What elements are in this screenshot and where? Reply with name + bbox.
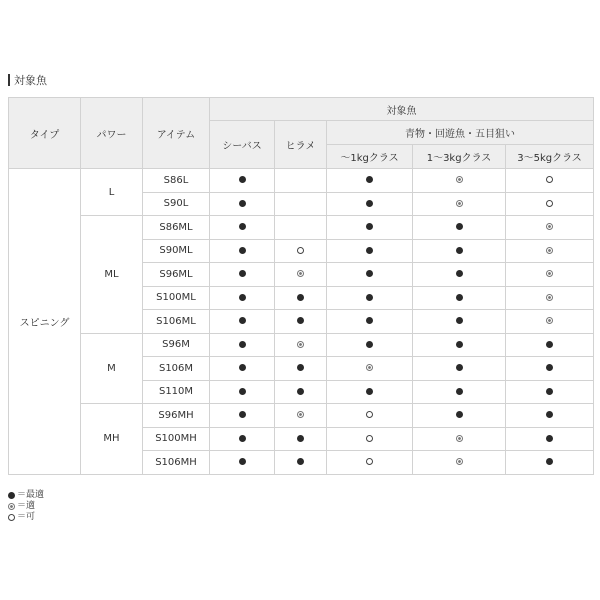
rating-cell bbox=[506, 451, 594, 475]
rating-cell bbox=[413, 310, 506, 334]
filled-circle-icon bbox=[239, 176, 246, 183]
header-type: タイプ bbox=[9, 98, 81, 169]
double-circle-icon bbox=[546, 247, 553, 254]
filled-circle-icon bbox=[546, 411, 553, 418]
rating-cell bbox=[275, 357, 327, 381]
filled-circle-icon bbox=[297, 388, 304, 395]
rating-cell bbox=[327, 239, 413, 263]
rating-cell bbox=[275, 451, 327, 475]
rating-cell bbox=[506, 286, 594, 310]
header-target: 対象魚 bbox=[210, 98, 594, 121]
header-power: パワー bbox=[81, 98, 143, 169]
item-cell: S86ML bbox=[143, 216, 210, 240]
header-bluefish-group: 青物・回遊魚・五目狙い bbox=[327, 121, 594, 145]
filled-circle-icon bbox=[366, 247, 373, 254]
filled-circle-icon bbox=[8, 492, 15, 499]
rating-cell bbox=[275, 169, 327, 193]
rating-cell bbox=[413, 427, 506, 451]
rating-cell bbox=[210, 216, 275, 240]
rating-cell bbox=[506, 380, 594, 404]
rating-cell bbox=[506, 216, 594, 240]
header-class-1: 〜1kgクラス bbox=[327, 145, 413, 169]
rating-cell bbox=[506, 192, 594, 216]
rating-cell bbox=[210, 427, 275, 451]
open-circle-icon bbox=[297, 247, 304, 254]
rating-cell bbox=[506, 263, 594, 287]
filled-circle-icon bbox=[546, 364, 553, 371]
item-cell: S86L bbox=[143, 169, 210, 193]
legend-text: ＝可 bbox=[17, 512, 36, 522]
double-circle-icon bbox=[297, 341, 304, 348]
filled-circle-icon bbox=[456, 341, 463, 348]
title-bar-marker bbox=[8, 74, 10, 86]
filled-circle-icon bbox=[456, 317, 463, 324]
filled-circle-icon bbox=[239, 270, 246, 277]
rating-cell bbox=[275, 404, 327, 428]
table-row bbox=[9, 333, 594, 357]
legend-item bbox=[8, 512, 44, 523]
filled-circle-icon bbox=[546, 435, 553, 442]
rating-cell bbox=[506, 357, 594, 381]
item-cell: S96ML bbox=[143, 263, 210, 287]
header-item: アイテム bbox=[143, 98, 210, 169]
table-row bbox=[9, 216, 594, 240]
filled-circle-icon bbox=[456, 270, 463, 277]
filled-circle-icon bbox=[366, 341, 373, 348]
rating-cell bbox=[210, 286, 275, 310]
double-circle-icon bbox=[297, 411, 304, 418]
table-body bbox=[9, 169, 594, 475]
double-circle-icon bbox=[546, 270, 553, 277]
rating-cell bbox=[275, 427, 327, 451]
rating-cell bbox=[413, 216, 506, 240]
open-circle-icon bbox=[546, 200, 553, 207]
item-cell: S110M bbox=[143, 380, 210, 404]
rating-cell bbox=[210, 380, 275, 404]
double-circle-icon bbox=[546, 223, 553, 230]
filled-circle-icon bbox=[239, 411, 246, 418]
rating-cell bbox=[275, 192, 327, 216]
rating-cell bbox=[506, 239, 594, 263]
rating-cell bbox=[327, 192, 413, 216]
item-cell: S96MH bbox=[143, 404, 210, 428]
legend bbox=[8, 490, 44, 523]
filled-circle-icon bbox=[297, 364, 304, 371]
rating-cell bbox=[413, 286, 506, 310]
open-circle-icon bbox=[366, 458, 373, 465]
rating-cell bbox=[506, 169, 594, 193]
filled-circle-icon bbox=[239, 200, 246, 207]
item-cell: S100ML bbox=[143, 286, 210, 310]
rating-cell bbox=[210, 310, 275, 334]
filled-circle-icon bbox=[366, 223, 373, 230]
rating-cell bbox=[506, 427, 594, 451]
filled-circle-icon bbox=[456, 294, 463, 301]
rating-cell bbox=[327, 451, 413, 475]
double-circle-icon bbox=[456, 176, 463, 183]
filled-circle-icon bbox=[297, 458, 304, 465]
rating-cell bbox=[275, 380, 327, 404]
rating-cell bbox=[210, 239, 275, 263]
target-fish-table bbox=[8, 97, 594, 475]
open-circle-icon bbox=[546, 176, 553, 183]
rating-cell bbox=[327, 216, 413, 240]
filled-circle-icon bbox=[366, 388, 373, 395]
double-circle-icon bbox=[546, 317, 553, 324]
legend-text: ＝適 bbox=[17, 501, 36, 511]
rating-cell bbox=[327, 286, 413, 310]
filled-circle-icon bbox=[456, 247, 463, 254]
rating-cell bbox=[413, 404, 506, 428]
rating-cell bbox=[275, 239, 327, 263]
rating-cell bbox=[327, 404, 413, 428]
rating-cell bbox=[275, 263, 327, 287]
legend-text: ＝最適 bbox=[17, 490, 45, 500]
rating-cell bbox=[275, 286, 327, 310]
rating-cell bbox=[413, 192, 506, 216]
filled-circle-icon bbox=[456, 411, 463, 418]
filled-circle-icon bbox=[546, 458, 553, 465]
header-hirame: ヒラメ bbox=[275, 121, 327, 169]
filled-circle-icon bbox=[366, 270, 373, 277]
filled-circle-icon bbox=[297, 317, 304, 324]
power-cell: MH bbox=[81, 404, 143, 475]
power-cell: M bbox=[81, 333, 143, 404]
section-title bbox=[8, 72, 47, 88]
header-class-3: 3〜5kgクラス bbox=[506, 145, 594, 169]
rating-cell bbox=[210, 357, 275, 381]
filled-circle-icon bbox=[297, 435, 304, 442]
open-circle-icon bbox=[366, 411, 373, 418]
power-cell: L bbox=[81, 169, 143, 216]
filled-circle-icon bbox=[239, 247, 246, 254]
item-cell: S106ML bbox=[143, 310, 210, 334]
filled-circle-icon bbox=[366, 317, 373, 324]
filled-circle-icon bbox=[366, 294, 373, 301]
filled-circle-icon bbox=[239, 435, 246, 442]
rating-cell bbox=[327, 380, 413, 404]
rating-cell bbox=[413, 451, 506, 475]
item-cell: S100MH bbox=[143, 427, 210, 451]
rating-cell bbox=[413, 263, 506, 287]
open-circle-icon bbox=[8, 514, 15, 521]
section-title-text: 対象魚 bbox=[14, 74, 47, 87]
double-circle-icon bbox=[456, 200, 463, 207]
rating-cell bbox=[506, 310, 594, 334]
filled-circle-icon bbox=[239, 341, 246, 348]
rating-cell bbox=[413, 169, 506, 193]
legend-item bbox=[8, 501, 44, 512]
type-cell: スピニング bbox=[9, 169, 81, 475]
legend-item bbox=[8, 490, 44, 501]
item-cell: S90L bbox=[143, 192, 210, 216]
filled-circle-icon bbox=[239, 317, 246, 324]
item-cell: S106MH bbox=[143, 451, 210, 475]
power-cell: ML bbox=[81, 216, 143, 334]
double-circle-icon bbox=[456, 458, 463, 465]
rating-cell bbox=[210, 192, 275, 216]
item-cell: S106M bbox=[143, 357, 210, 381]
double-circle-icon bbox=[546, 294, 553, 301]
open-circle-icon bbox=[366, 435, 373, 442]
table-row bbox=[9, 404, 594, 428]
rating-cell bbox=[210, 333, 275, 357]
filled-circle-icon bbox=[366, 200, 373, 207]
double-circle-icon bbox=[456, 435, 463, 442]
filled-circle-icon bbox=[366, 176, 373, 183]
filled-circle-icon bbox=[456, 388, 463, 395]
rating-cell bbox=[327, 310, 413, 334]
filled-circle-icon bbox=[297, 294, 304, 301]
filled-circle-icon bbox=[239, 223, 246, 230]
filled-circle-icon bbox=[456, 364, 463, 371]
double-circle-icon bbox=[297, 270, 304, 277]
rating-cell bbox=[210, 404, 275, 428]
filled-circle-icon bbox=[546, 388, 553, 395]
rating-cell bbox=[275, 216, 327, 240]
rating-cell bbox=[327, 169, 413, 193]
rating-cell bbox=[275, 310, 327, 334]
double-circle-icon bbox=[8, 503, 15, 510]
item-cell: S96M bbox=[143, 333, 210, 357]
double-circle-icon bbox=[366, 364, 373, 371]
item-cell: S90ML bbox=[143, 239, 210, 263]
filled-circle-icon bbox=[239, 364, 246, 371]
header-class-2: 1〜3kgクラス bbox=[413, 145, 506, 169]
rating-cell bbox=[327, 333, 413, 357]
rating-cell bbox=[413, 239, 506, 263]
rating-cell bbox=[327, 427, 413, 451]
rating-cell bbox=[413, 357, 506, 381]
filled-circle-icon bbox=[546, 341, 553, 348]
rating-cell bbox=[413, 333, 506, 357]
rating-cell bbox=[506, 333, 594, 357]
header-seabass: シーバス bbox=[210, 121, 275, 169]
rating-cell bbox=[327, 357, 413, 381]
rating-cell bbox=[413, 380, 506, 404]
rating-cell bbox=[210, 451, 275, 475]
filled-circle-icon bbox=[239, 458, 246, 465]
table-row bbox=[9, 169, 594, 193]
rating-cell bbox=[275, 333, 327, 357]
filled-circle-icon bbox=[239, 388, 246, 395]
rating-cell bbox=[506, 404, 594, 428]
filled-circle-icon bbox=[239, 294, 246, 301]
rating-cell bbox=[210, 169, 275, 193]
rating-cell bbox=[210, 263, 275, 287]
rating-cell bbox=[327, 263, 413, 287]
filled-circle-icon bbox=[456, 223, 463, 230]
